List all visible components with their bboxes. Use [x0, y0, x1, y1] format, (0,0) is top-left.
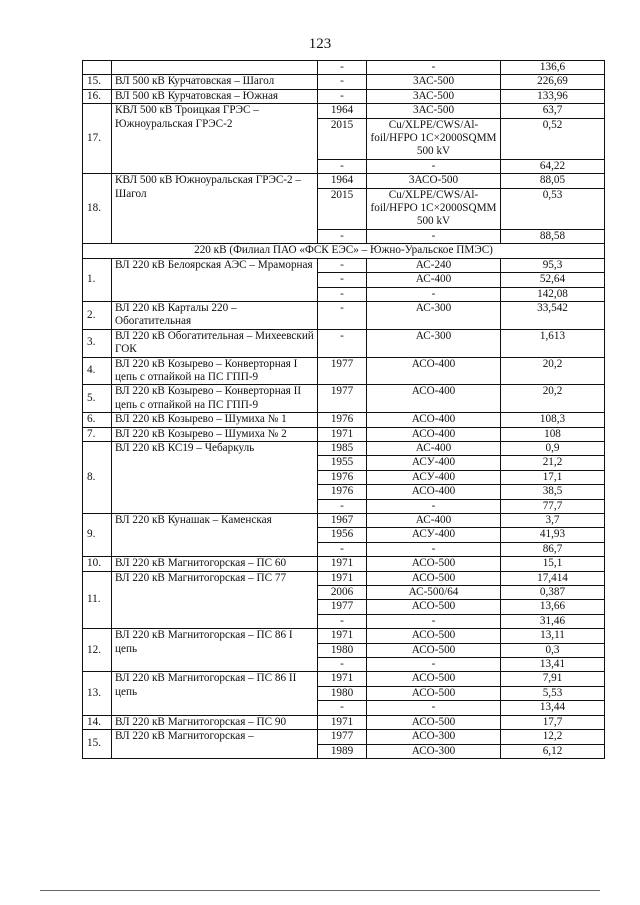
commission-year: 1989	[318, 744, 367, 758]
commission-year: 1976	[318, 470, 367, 484]
line-name: ВЛ 220 кВ КС19 – Чебаркуль	[112, 441, 318, 513]
commission-year: -	[318, 499, 367, 513]
wire-type: 3АС-500	[367, 75, 501, 89]
line-name: ВЛ 220 кВ Карталы 220 – Обогатительная	[112, 301, 318, 329]
commission-year: 2006	[318, 586, 367, 600]
wire-type: -	[367, 542, 501, 556]
commission-year: 1977	[318, 730, 367, 744]
table-row	[83, 301, 605, 329]
wire-type: 3АСО-500	[367, 174, 501, 188]
table-row	[83, 104, 605, 118]
line-length: 0,387	[501, 586, 605, 600]
table-row	[83, 357, 605, 385]
row-number	[83, 61, 112, 75]
wire-type: АСО-500	[367, 686, 501, 700]
commission-year: -	[318, 329, 367, 357]
table-row	[83, 427, 605, 441]
line-length: 86,7	[501, 542, 605, 556]
line-name: ВЛ 220 кВ Кунашак – Каменская	[112, 514, 318, 557]
commission-year: 1977	[318, 385, 367, 413]
commission-year: 1976	[318, 485, 367, 499]
line-length: 17,414	[501, 571, 605, 585]
wire-type: АСО-500	[367, 557, 501, 571]
wire-type: Cu/XLPE/CWS/Al-foil/HFPO 1C×2000SQMM 500 kV	[367, 188, 501, 229]
wire-type: АСО-400	[367, 385, 501, 413]
line-name: ВЛ 220 кВ Магнитогорская – ПС 86 II цепь	[112, 672, 318, 715]
commission-year: 1971	[318, 571, 367, 585]
line-length: 20,2	[501, 385, 605, 413]
table-row	[83, 571, 605, 585]
row-number: 15.	[83, 75, 112, 89]
wire-type: АСО-400	[367, 357, 501, 385]
wire-type: АСО-400	[367, 485, 501, 499]
line-length: 0,52	[501, 118, 605, 159]
line-length: 108	[501, 427, 605, 441]
line-length: 20,2	[501, 357, 605, 385]
line-name: ВЛ 220 кВ Магнитогорская – ПС 60	[112, 557, 318, 571]
row-number: 13.	[83, 672, 112, 715]
commission-year: 1971	[318, 557, 367, 571]
table-row	[83, 557, 605, 571]
line-name: ВЛ 220 кВ Козырево – Конверторная I цепь с отпайкой на ПС ГПП-9	[112, 357, 318, 385]
row-number: 10.	[83, 557, 112, 571]
commission-year: -	[318, 614, 367, 628]
commission-year: -	[318, 542, 367, 556]
table-row	[83, 715, 605, 729]
line-length: 133,96	[501, 89, 605, 103]
commission-year: 1971	[318, 715, 367, 729]
row-number: 16.	[83, 89, 112, 103]
wire-type: 3АС-500	[367, 104, 501, 118]
line-length: 5,53	[501, 686, 605, 700]
table-row	[83, 385, 605, 413]
line-length: 0,3	[501, 643, 605, 657]
line-length: 0,9	[501, 441, 605, 455]
line-name: ВЛ 220 кВ Козырево – Конверторная II цепь с отпайкой на ПС ГПП-9	[112, 385, 318, 413]
commission-year: -	[318, 89, 367, 103]
wire-type: АС-240	[367, 258, 501, 272]
row-number: 14.	[83, 715, 112, 729]
commission-year: -	[318, 61, 367, 75]
line-length: 13,11	[501, 629, 605, 643]
wire-type: АС-500/64	[367, 586, 501, 600]
table-row	[83, 629, 605, 643]
wire-type: -	[367, 61, 501, 75]
line-name: КВЛ 500 кВ Южноуральская ГРЭС-2 – Шагол	[112, 174, 318, 244]
wire-type: АС-400	[367, 514, 501, 528]
row-number: 6.	[83, 413, 112, 427]
line-name	[112, 61, 318, 75]
commission-year: 1967	[318, 514, 367, 528]
line-length: 63,7	[501, 104, 605, 118]
line-length: 226,69	[501, 75, 605, 89]
commission-year: -	[318, 287, 367, 301]
line-length: 38,5	[501, 485, 605, 499]
row-number: 15.	[83, 730, 112, 759]
table-row	[83, 441, 605, 455]
wire-type: АСО-500	[367, 643, 501, 657]
line-name: ВЛ 220 кВ Козырево – Шумиха № 1	[112, 413, 318, 427]
section-row	[83, 244, 605, 258]
table-row	[83, 89, 605, 103]
line-name: ВЛ 220 кВ Магнитогорская –	[112, 730, 318, 759]
wire-type: АСО-400	[367, 427, 501, 441]
wire-type: Cu/XLPE/CWS/Al-foil/HFPO 1C×2000SQMM 500 kV	[367, 118, 501, 159]
commission-year: -	[318, 75, 367, 89]
wire-type: АСО-300	[367, 744, 501, 758]
line-length: 88,05	[501, 174, 605, 188]
row-number: 8.	[83, 441, 112, 513]
wire-type: АСО-500	[367, 629, 501, 643]
commission-year: -	[318, 229, 367, 243]
line-name: ВЛ 500 кВ Курчатовская – Южная	[112, 89, 318, 103]
row-number: 1.	[83, 258, 112, 301]
wire-type: АСО-500	[367, 571, 501, 585]
wire-type: АСУ-400	[367, 470, 501, 484]
row-number: 12.	[83, 629, 112, 672]
row-number: 5.	[83, 385, 112, 413]
wire-type: -	[367, 614, 501, 628]
table-row	[83, 258, 605, 272]
table-row	[83, 75, 605, 89]
row-number: 3.	[83, 329, 112, 357]
wire-type: АСО-500	[367, 715, 501, 729]
line-name: ВЛ 220 кВ Обогатительная – Михеевский ГОК	[112, 329, 318, 357]
row-number: 4.	[83, 357, 112, 385]
row-number: 7.	[83, 427, 112, 441]
table-row	[83, 174, 605, 188]
row-number: 17.	[83, 104, 112, 174]
wire-type: АС-400	[367, 441, 501, 455]
commission-year: 1977	[318, 600, 367, 614]
line-length: 1,613	[501, 329, 605, 357]
wire-type: АСУ-400	[367, 456, 501, 470]
row-number: 9.	[83, 514, 112, 557]
line-length: 52,64	[501, 273, 605, 287]
table-row	[83, 61, 605, 75]
commission-year: -	[318, 301, 367, 329]
commission-year: 1956	[318, 528, 367, 542]
line-length: 12,2	[501, 730, 605, 744]
wire-type: АСУ-400	[367, 528, 501, 542]
power-lines-table	[82, 60, 605, 759]
line-length: 13,66	[501, 600, 605, 614]
commission-year: 2015	[318, 188, 367, 229]
row-number: 18.	[83, 174, 112, 244]
wire-type: АС-400	[367, 273, 501, 287]
section-title: 220 кВ (Филиал ПАО «ФСК ЕЭС» – Южно-Уральское ПМЭС)	[83, 244, 605, 258]
commission-year: -	[318, 258, 367, 272]
line-length: 64,22	[501, 159, 605, 173]
commission-year: -	[318, 159, 367, 173]
commission-year: -	[318, 701, 367, 715]
commission-year: -	[318, 273, 367, 287]
wire-type: -	[367, 658, 501, 672]
page-bottom-rule	[40, 890, 600, 891]
line-name: ВЛ 220 кВ Магнитогорская – ПС 77	[112, 571, 318, 629]
line-name: ВЛ 220 кВ Козырево – Шумиха № 2	[112, 427, 318, 441]
commission-year: 1980	[318, 686, 367, 700]
wire-type: -	[367, 701, 501, 715]
line-name: КВЛ 500 кВ Троицкая ГРЭС – Южноуральская ГРЭС-2	[112, 104, 318, 174]
wire-type: 3АС-500	[367, 89, 501, 103]
commission-year: -	[318, 658, 367, 672]
page-number: 123	[308, 36, 332, 52]
wire-type: -	[367, 287, 501, 301]
line-length: 13,44	[501, 701, 605, 715]
commission-year: 1985	[318, 441, 367, 455]
line-length: 136,6	[501, 61, 605, 75]
line-length: 95,3	[501, 258, 605, 272]
commission-year: 1964	[318, 104, 367, 118]
line-length: 33,542	[501, 301, 605, 329]
line-length: 17,1	[501, 470, 605, 484]
table-row	[83, 413, 605, 427]
line-length: 15,1	[501, 557, 605, 571]
commission-year: 1971	[318, 672, 367, 686]
wire-type: АС-300	[367, 301, 501, 329]
table-row	[83, 672, 605, 686]
line-length: 88,58	[501, 229, 605, 243]
commission-year: 2015	[318, 118, 367, 159]
line-length: 41,93	[501, 528, 605, 542]
wire-type: АС-300	[367, 329, 501, 357]
commission-year: 1977	[318, 357, 367, 385]
line-length: 142,08	[501, 287, 605, 301]
wire-type: АСО-500	[367, 672, 501, 686]
wire-type: АСО-500	[367, 600, 501, 614]
commission-year: 1955	[318, 456, 367, 470]
commission-year: 1971	[318, 629, 367, 643]
commission-year: 1980	[318, 643, 367, 657]
line-length: 7,91	[501, 672, 605, 686]
line-name: ВЛ 220 кВ Магнитогорская – ПС 86 I цепь	[112, 629, 318, 672]
commission-year: 1964	[318, 174, 367, 188]
line-name: ВЛ 500 кВ Курчатовская – Шагол	[112, 75, 318, 89]
line-length: 77,7	[501, 499, 605, 513]
line-length: 108,3	[501, 413, 605, 427]
commission-year: 1976	[318, 413, 367, 427]
wire-type: АСО-300	[367, 730, 501, 744]
row-number: 11.	[83, 571, 112, 629]
line-name: ВЛ 220 кВ Белоярская АЭС – Мраморная	[112, 258, 318, 301]
row-number: 2.	[83, 301, 112, 329]
line-length: 21,2	[501, 456, 605, 470]
table-row	[83, 514, 605, 528]
line-length: 13,41	[501, 658, 605, 672]
table-row	[83, 730, 605, 744]
table-row	[83, 329, 605, 357]
line-length: 6,12	[501, 744, 605, 758]
line-length: 17,7	[501, 715, 605, 729]
line-length: 31,46	[501, 614, 605, 628]
wire-type: -	[367, 159, 501, 173]
commission-year: 1971	[318, 427, 367, 441]
wire-type: АСО-400	[367, 413, 501, 427]
line-length: 3,7	[501, 514, 605, 528]
line-name: ВЛ 220 кВ Магнитогорская – ПС 90	[112, 715, 318, 729]
wire-type: -	[367, 229, 501, 243]
line-length: 0,53	[501, 188, 605, 229]
wire-type: -	[367, 499, 501, 513]
